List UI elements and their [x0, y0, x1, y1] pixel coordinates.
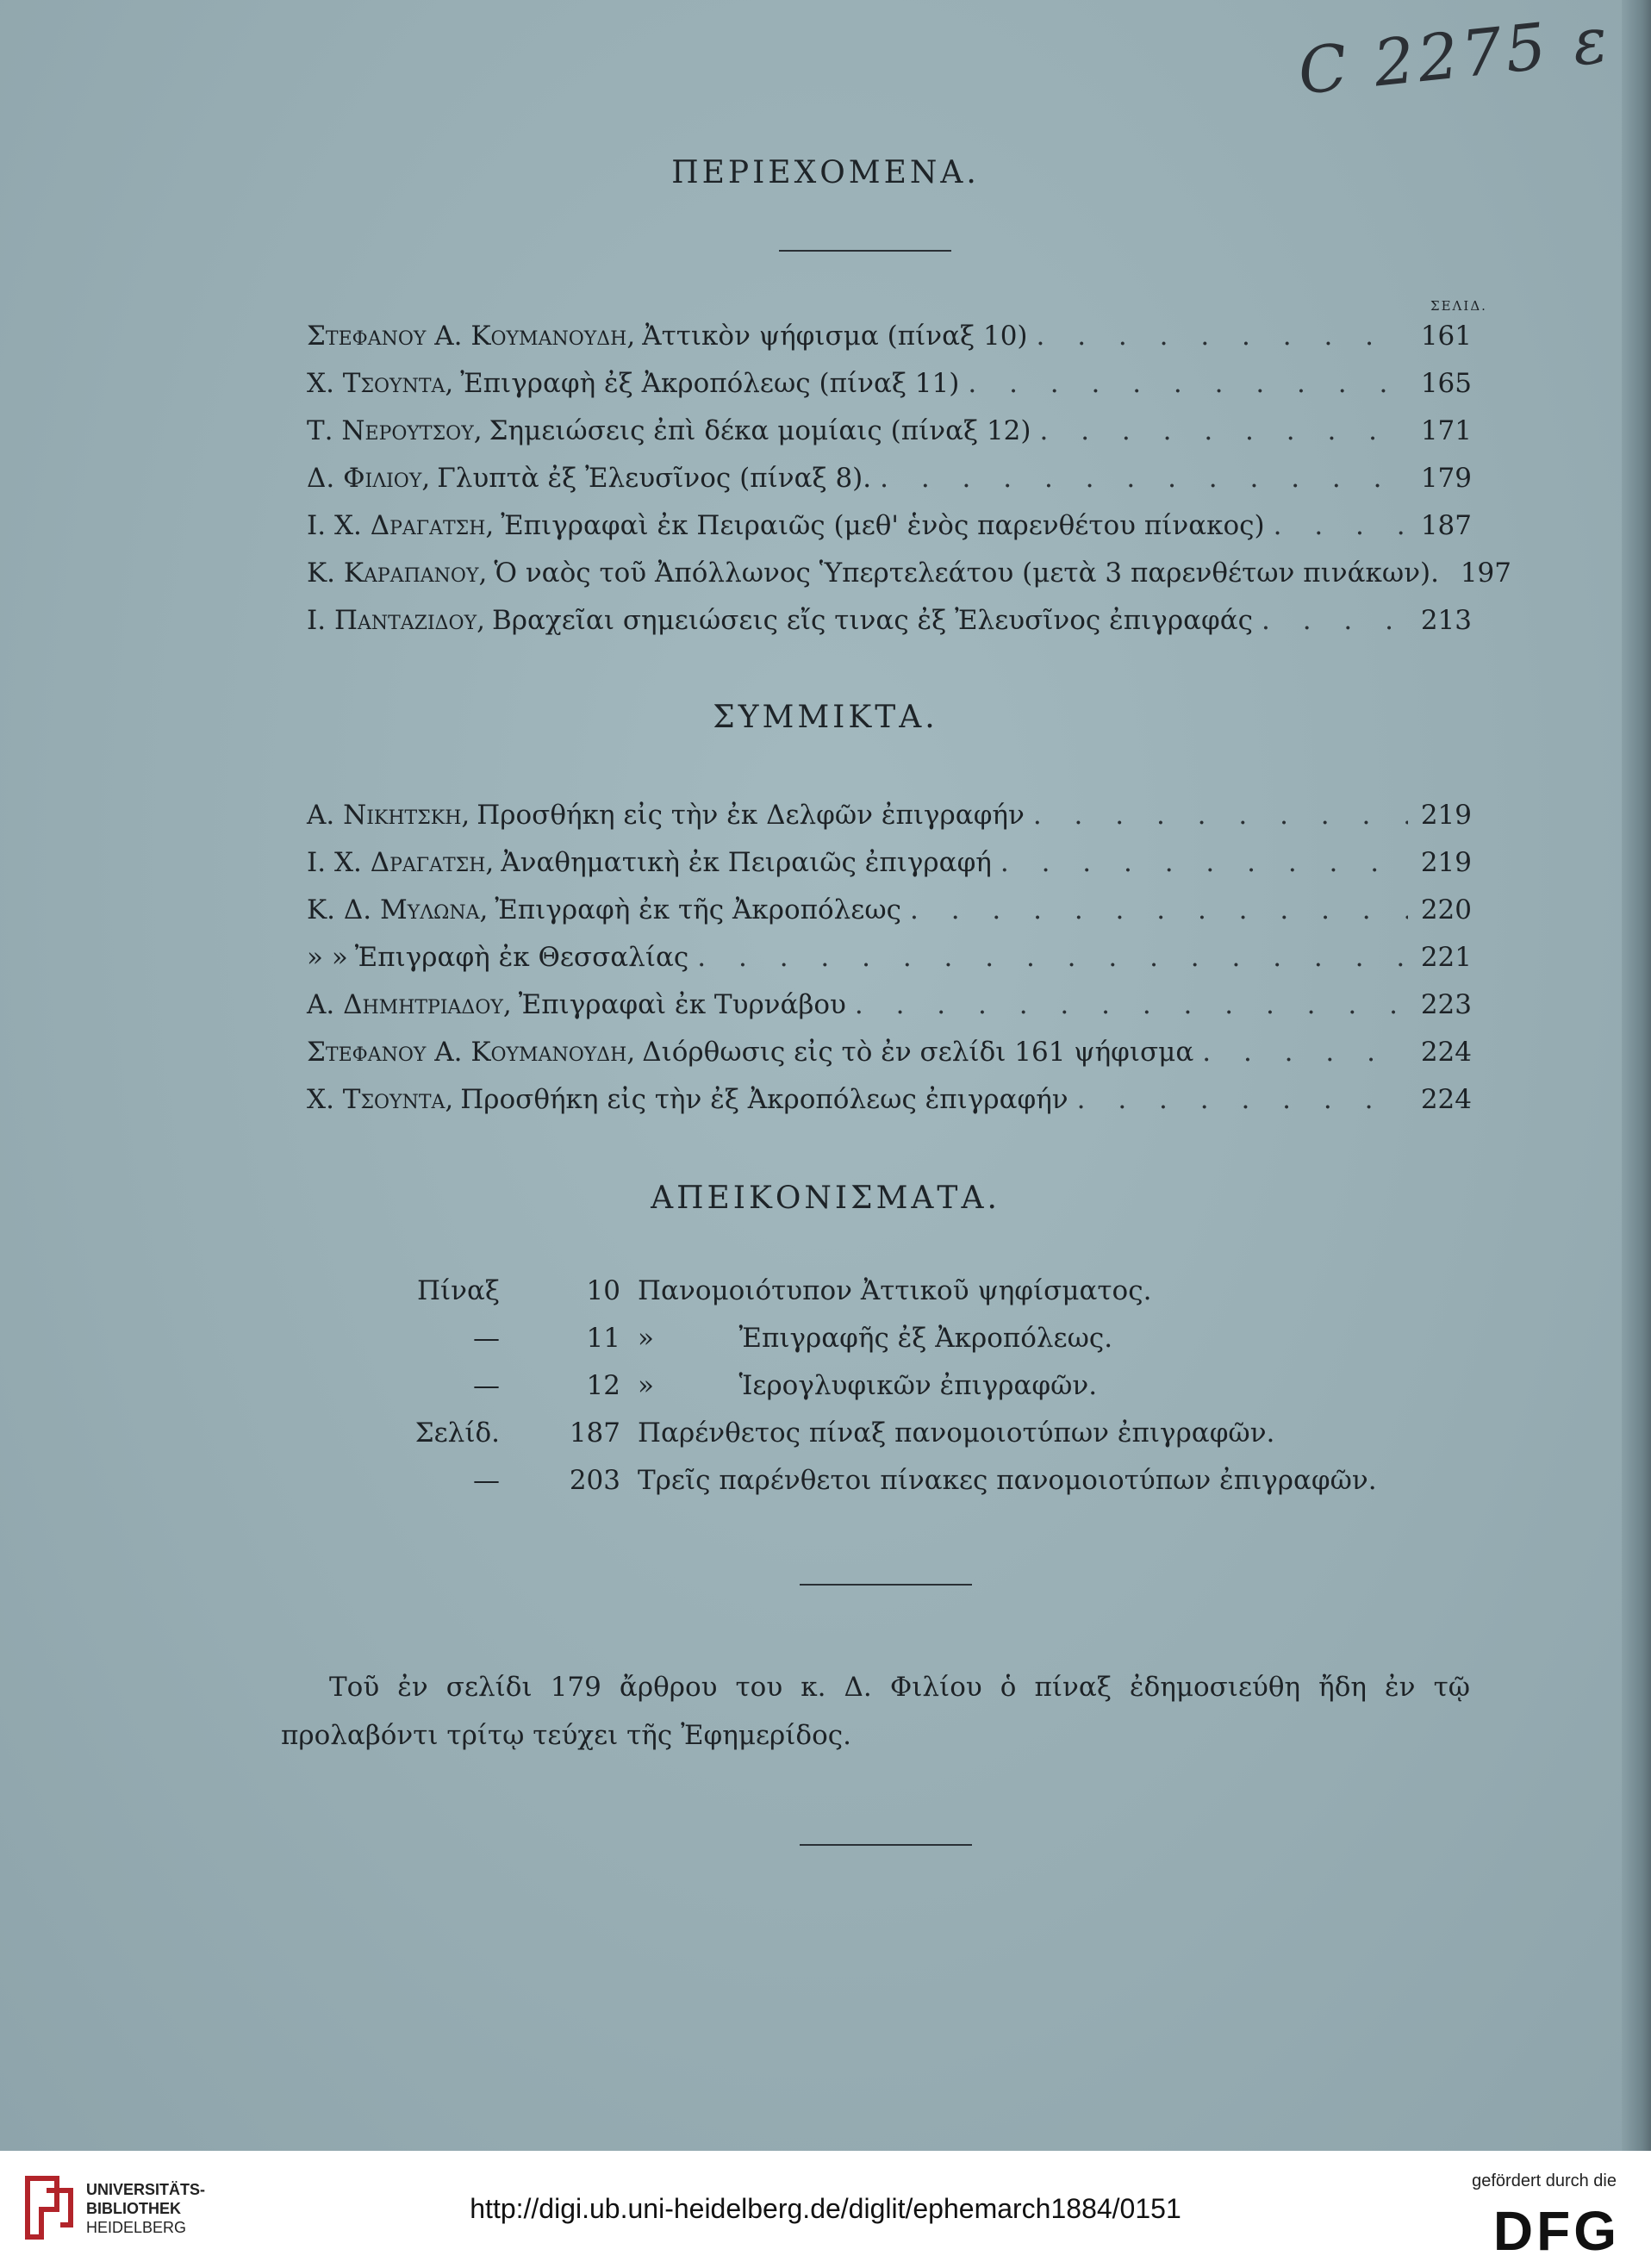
- toc-page-number: 165: [1420, 368, 1472, 399]
- toc-author: Α. Νικητσκη,: [307, 800, 470, 831]
- toc-title: Βραχεῖαι σημειώσεις εἴς τινας ἐξ Ἐλευσῖνος ἐπιγραφάς: [491, 605, 1253, 636]
- toc-author: Ι. Πανταζιδου,: [307, 605, 485, 636]
- toc-title: Ἐπιγραφὴ ἐκ τῆς Ἀκροπόλεως: [495, 894, 901, 925]
- toc-leader-dots: [1202, 1037, 1408, 1068]
- toc-author: Τ. Νερουτσου,: [307, 415, 483, 446]
- toc-page-number: 213: [1420, 605, 1472, 636]
- toc-author: Ι. Χ. Δραγατση,: [307, 510, 495, 541]
- toc-author: Χ. Τσουντα,: [307, 368, 454, 399]
- toc-title: Σημειώσεις ἐπὶ δέκα μομίαις (πίναξ 12): [489, 415, 1031, 446]
- section-divider: [800, 1584, 972, 1586]
- miscellanea-list: [307, 800, 1472, 1131]
- toc-leader-dots: [1262, 605, 1408, 636]
- toc-leader-dots: [855, 989, 1408, 1020]
- illustration-number: 203: [569, 1465, 620, 1496]
- toc-row: [307, 368, 1472, 415]
- toc-page-number: 224: [1420, 1037, 1472, 1068]
- toc-title: Ὁ ναὸς τοῦ Ἀπόλλωνος Ὑπερτελεάτου (μετὰ 3 παρενθέτων πινάκων).: [494, 558, 1439, 589]
- illustrations-title: ΑΠΕΙΚΟΝΙΣΜΑΤΑ.: [651, 1181, 1000, 1216]
- toc-author: Κ. Καραπανου,: [307, 558, 488, 589]
- toc-row: [307, 894, 1472, 942]
- toc-leader-dots: [1274, 510, 1408, 541]
- illustration-description: Τρεῖς παρένθετοι πίνακες πανομοιοτύπων ἐπιγραφῶν.: [638, 1465, 1377, 1496]
- contents-title: ΠΕΡΙΕΧΟΜΕΝΑ.: [671, 155, 980, 190]
- library-name-line1: UNIVERSITÄTS-: [86, 2181, 206, 2198]
- illustration-description: » Ἱερογλυφικῶν ἐπιγραφῶν.: [638, 1370, 1098, 1401]
- toc-title: Ἐπιγραφὴ ἐκ Θεσσαλίας: [354, 942, 689, 973]
- toc-title: Ἐπιγραφὴ ἐξ Ἀκροπόλεως (πίναξ 11): [460, 368, 960, 399]
- toc-leader-dots: [880, 463, 1408, 494]
- toc-author: Στεφανου Α. Κουμανουδη,: [307, 1037, 636, 1068]
- toc-author: Ι. Χ. Δραγατση,: [307, 847, 495, 878]
- illustration-description: » Ἐπιγραφῆς ἐξ Ἀκροπόλεως.: [638, 1323, 1113, 1354]
- toc-author: Α. Δημητριαδου,: [307, 989, 512, 1020]
- toc-page-number: 179: [1420, 463, 1472, 494]
- toc-leader-dots: [910, 894, 1408, 925]
- toc-title: Ἀναθηματικὴ ἐκ Πειραιῶς ἐπιγραφή: [501, 847, 992, 878]
- toc-leader-dots: [1040, 415, 1409, 446]
- toc-page-number: 219: [1420, 800, 1472, 831]
- toc-row: [307, 1084, 1472, 1131]
- toc-row: [307, 321, 1472, 368]
- toc-row: [307, 800, 1472, 847]
- illustration-description: Πανομοιότυπον Ἀττικοῦ ψηφίσματος.: [638, 1275, 1152, 1306]
- toc-title: Ἐπιγραφαὶ ἐκ Τυρνάβου: [518, 989, 846, 1020]
- toc-page-number: 223: [1420, 989, 1472, 1020]
- toc-page-number: 220: [1420, 894, 1472, 925]
- toc-leader-dots: [1033, 800, 1408, 831]
- toc-page-number: 171: [1420, 415, 1472, 446]
- toc-row: [307, 510, 1472, 558]
- page-column-header: ΣΕΛΙΔ.: [1430, 298, 1487, 314]
- toc-title: Προσθήκη εἰς τὴν ἐξ Ἀκροπόλεως ἐπιγραφήν: [460, 1084, 1068, 1115]
- toc-row: [307, 463, 1472, 510]
- toc-row: [307, 847, 1472, 894]
- toc-page-number: 161: [1420, 321, 1472, 352]
- toc-leader-dots: [1037, 321, 1408, 352]
- illustration-number: 10: [586, 1275, 620, 1306]
- toc-title: Ἀττικὸν ψήφισμα (πίναξ 10): [642, 321, 1028, 352]
- toc-author: Χ. Τσουντα,: [307, 1084, 454, 1115]
- toc-row: [307, 415, 1472, 463]
- library-name-line3: HEIDELBERG: [86, 2219, 187, 2236]
- toc-row: [307, 942, 1472, 989]
- closing-rule: [800, 1844, 972, 1846]
- illustration-number: 12: [586, 1370, 620, 1401]
- toc-author: Δ. Φιλιου,: [307, 463, 431, 494]
- miscellanea-title: ΣΥΜΜΙΚΤΑ.: [713, 700, 938, 735]
- illustration-kind: Σελίδ.: [414, 1418, 500, 1449]
- toc-leader-dots: [968, 368, 1408, 399]
- toc-page-number: 224: [1420, 1084, 1472, 1115]
- toc-row: [307, 1037, 1472, 1084]
- illustration-kind: —: [473, 1465, 500, 1496]
- toc-leader-dots: [697, 942, 1408, 973]
- permalink-url[interactable]: http://digi.ub.uni-heidelberg.de/diglit/ephemarch1884/0151: [470, 2193, 1181, 2224]
- illustration-number: 187: [569, 1418, 620, 1449]
- illustration-kind: —: [473, 1370, 500, 1401]
- toc-author: Στεφανου Α. Κουμανουδη,: [307, 321, 636, 352]
- toc-row: [307, 989, 1472, 1037]
- toc-leader-dots: [1000, 847, 1408, 878]
- toc-page-number: 219: [1420, 847, 1472, 878]
- dfg-logo: DFG: [1492, 2200, 1620, 2262]
- library-name-line2: BIBLIOTHEK: [86, 2200, 181, 2217]
- toc-author: Κ. Δ. Μυλωνα,: [307, 894, 489, 925]
- toc-page-number: 221: [1420, 942, 1472, 973]
- toc-title: Διόρθωσις εἰς τὸ ἐν σελίδι 161 ψήφισμα: [642, 1037, 1194, 1068]
- toc-page-number: 187: [1420, 510, 1472, 541]
- contents-list: [307, 321, 1511, 652]
- illustration-kind: Πίναξ: [416, 1275, 500, 1306]
- handwritten-shelfmark: C 2275 ε: [1294, 3, 1615, 109]
- editorial-note: Τοῦ ἐν σελίδι 179 ἄρθρου του κ. Δ. Φιλίου ὁ πίναξ ἐδημοσιεύθη ἤδη ἐν τῷ προλαβόντι τρίτῳ τεύχει τῆς Ἐφημερίδος.: [281, 1672, 1470, 1751]
- illustration-number: 11: [586, 1323, 620, 1354]
- illustration-description: Παρένθετος πίναξ πανομοιοτύπων ἐπιγραφῶν.: [638, 1418, 1275, 1449]
- toc-title: Γλυπτὰ ἐξ Ἐλευσῖνος (πίναξ 8).: [437, 463, 872, 494]
- illustration-kind: —: [473, 1323, 500, 1354]
- toc-page-number: 197: [1460, 558, 1511, 589]
- funding-note: gefördert durch die: [1472, 2171, 1617, 2190]
- toc-row: [307, 605, 1472, 652]
- toc-row: [307, 558, 1511, 605]
- toc-title: Προσθήκη εἰς τὴν ἐκ Δελφῶν ἐπιγραφήν: [477, 800, 1025, 831]
- title-rule: [779, 250, 951, 252]
- toc-leader-dots: [1077, 1084, 1408, 1115]
- page-edge-shadow: [1622, 0, 1651, 2151]
- toc-title: Ἐπιγραφαὶ ἐκ Πειραιῶς (μεθ' ἑνὸς παρενθέτου πίνακος): [501, 510, 1265, 541]
- toc-author: » »: [307, 942, 348, 973]
